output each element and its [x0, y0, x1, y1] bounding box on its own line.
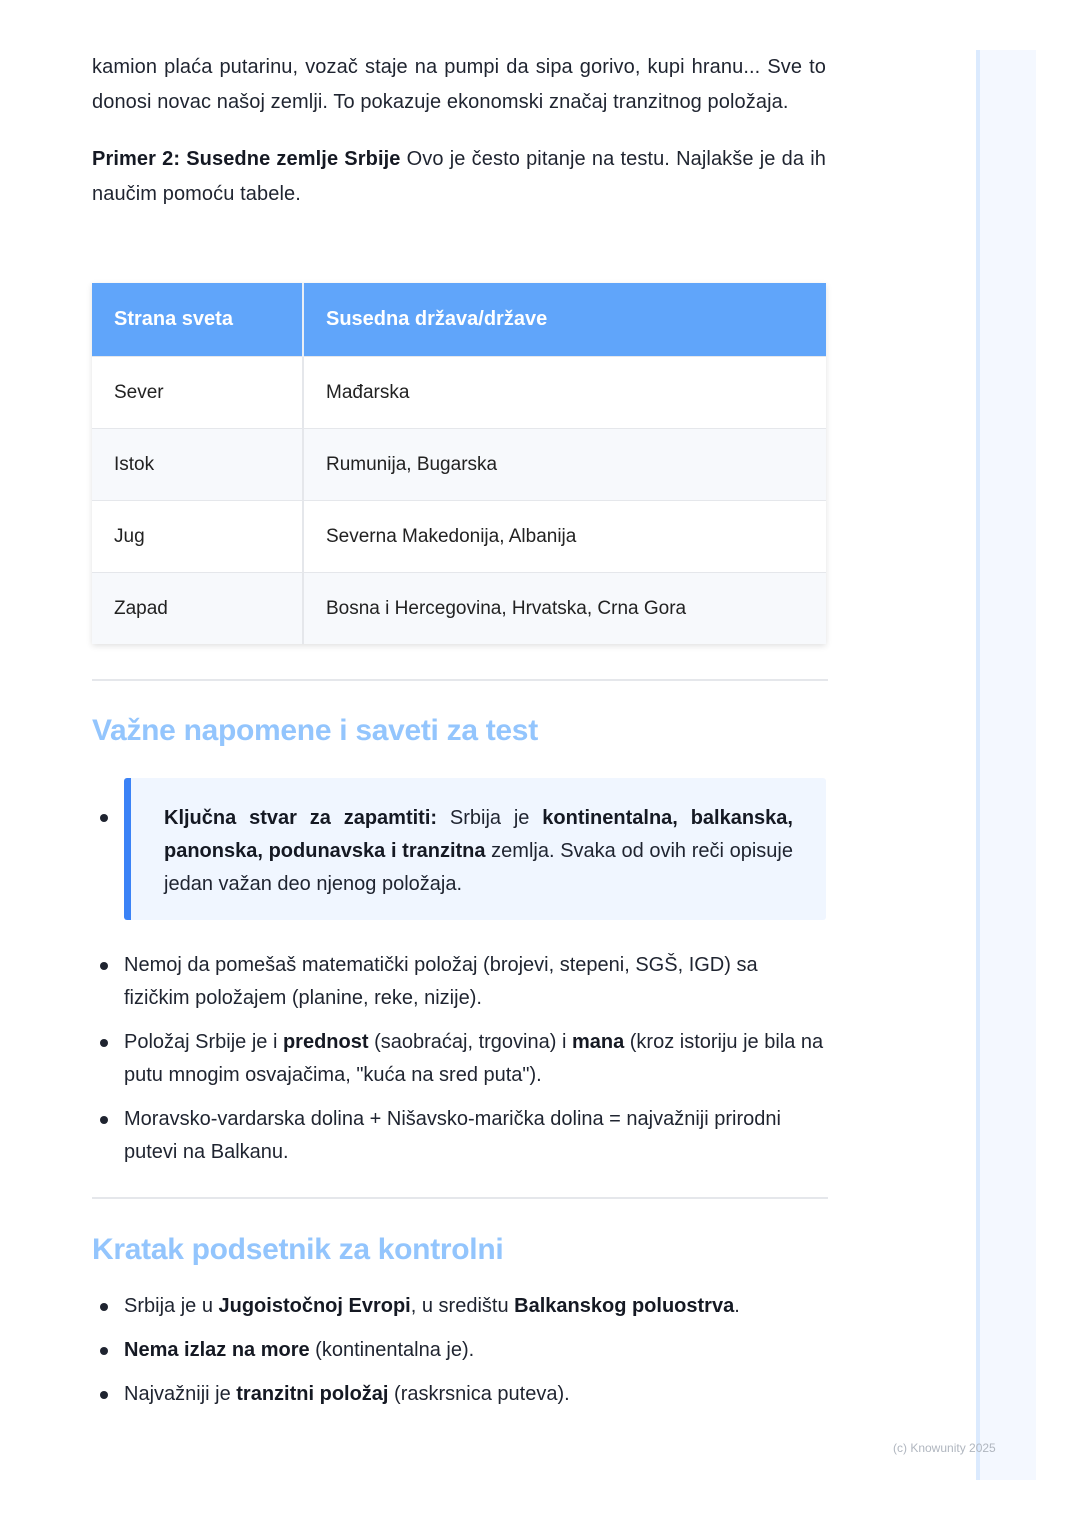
callout-text [164, 802, 793, 901]
side-panel [976, 50, 1036, 1480]
list-bullet [100, 1116, 108, 1124]
table-cell: Rumunija, Bugarska [303, 429, 826, 501]
example-text: Ovo je često pitanje na testu. Najlakše je da ih naučim pomoću tabele. [92, 148, 826, 205]
callout-segment: zemlja. Svaka od ovih reči opisuje jedan važan deo njenog položaja. [164, 840, 793, 895]
table-cell: Mađarska [303, 357, 826, 429]
intro-paragraph: kamion plaća putarinu, vozač staje na pumpi da sipa gorivo, kupi hranu... Sve to donosi novac našoj zemlji. To pokazuje ekonomski značaj tranzitnog položaja. [92, 56, 826, 113]
list-item-bold: mana [571, 1031, 625, 1053]
table-row [92, 573, 826, 645]
table-header-row [92, 283, 826, 357]
list-item-bold: Jugoistočnoj Evropi [218, 1295, 411, 1317]
list-item [92, 1378, 826, 1411]
list-bullet [100, 1391, 108, 1399]
key-note-callout [124, 778, 826, 920]
list-bullet [100, 1303, 108, 1311]
list-item-text: (kontinentalna je). [309, 1339, 475, 1361]
tips-list [92, 949, 826, 1169]
list-item-text: . [734, 1295, 740, 1317]
list-item [92, 1290, 826, 1323]
list-item-bold: tranzitni položaj [236, 1383, 389, 1405]
callout-lead: Ključna stvar za zapamtiti: [164, 807, 438, 829]
reminder-list [92, 1290, 826, 1411]
table-header-cell: Strana sveta [92, 283, 303, 357]
table-header-cell: Susedna država/države [303, 283, 826, 357]
callout-bold: kontinentalna, balkanska, panonska, podunavska i tranzitna [164, 807, 793, 862]
section-divider [92, 679, 828, 681]
list-item-text: Nemoj da pomešaš matematički položaj (brojevi, stepeni, SGŠ, IGD) sa fizičkim položajem (planine, reke, nizije). [124, 954, 758, 1009]
table-cell: Jug [92, 501, 303, 573]
list-item-text: Moravsko-vardarska dolina + Nišavsko-marička dolina = najvažniji prirodni putevi na Balkanu. [124, 1108, 781, 1163]
list-item [92, 1103, 826, 1169]
list-item-text: (raskrsnica puteva). [388, 1383, 570, 1405]
list-item-bold: Balkanskog poluostrva [514, 1295, 735, 1317]
list-item-text: Najvažniji je [124, 1383, 237, 1405]
list-item-text: , u središtu [410, 1295, 515, 1317]
copyright-footer: (c) Knowunity 2025 [893, 1441, 996, 1455]
list-item-text: (saobraćaj, trgovina) i [368, 1031, 572, 1053]
section-title: Kratak podsetnik za kontrolni [92, 1233, 504, 1266]
list-item-text: Položaj Srbije je i [124, 1031, 283, 1053]
list-item [92, 1334, 826, 1367]
list-item [92, 949, 826, 1015]
list-item-bold: prednost [282, 1031, 369, 1053]
table-row [92, 501, 826, 573]
list-item-text: (kroz istoriju je bila na putu mnogim osvajačima, "kuća na sred puta"). [124, 1031, 824, 1086]
callout-segment: Srbija je [437, 807, 543, 829]
table-cell: Zapad [92, 573, 303, 645]
list-item [92, 1026, 826, 1092]
table-row [92, 357, 826, 429]
table-cell: Severna Makedonija, Albanija [303, 501, 826, 573]
section-title: Važne napomene i saveti za test [92, 714, 538, 747]
table-cell: Sever [92, 357, 303, 429]
list-bullet [100, 1039, 108, 1047]
list-item-bold: Nema izlaz na more [124, 1339, 310, 1361]
section-divider [92, 1197, 828, 1199]
intro-content [92, 50, 826, 212]
neighbors-table [92, 283, 826, 644]
example-heading: Primer 2: Susedne zemlje Srbije [92, 148, 401, 170]
table-row [92, 429, 826, 501]
list-bullet [100, 1347, 108, 1355]
list-bullet [100, 814, 108, 822]
table-cell: Bosna i Hercegovina, Hrvatska, Crna Gora [303, 573, 826, 645]
table-cell: Istok [92, 429, 303, 501]
list-item-text: Srbija je u [124, 1295, 219, 1317]
list-bullet [100, 962, 108, 970]
example-paragraph [92, 142, 826, 212]
